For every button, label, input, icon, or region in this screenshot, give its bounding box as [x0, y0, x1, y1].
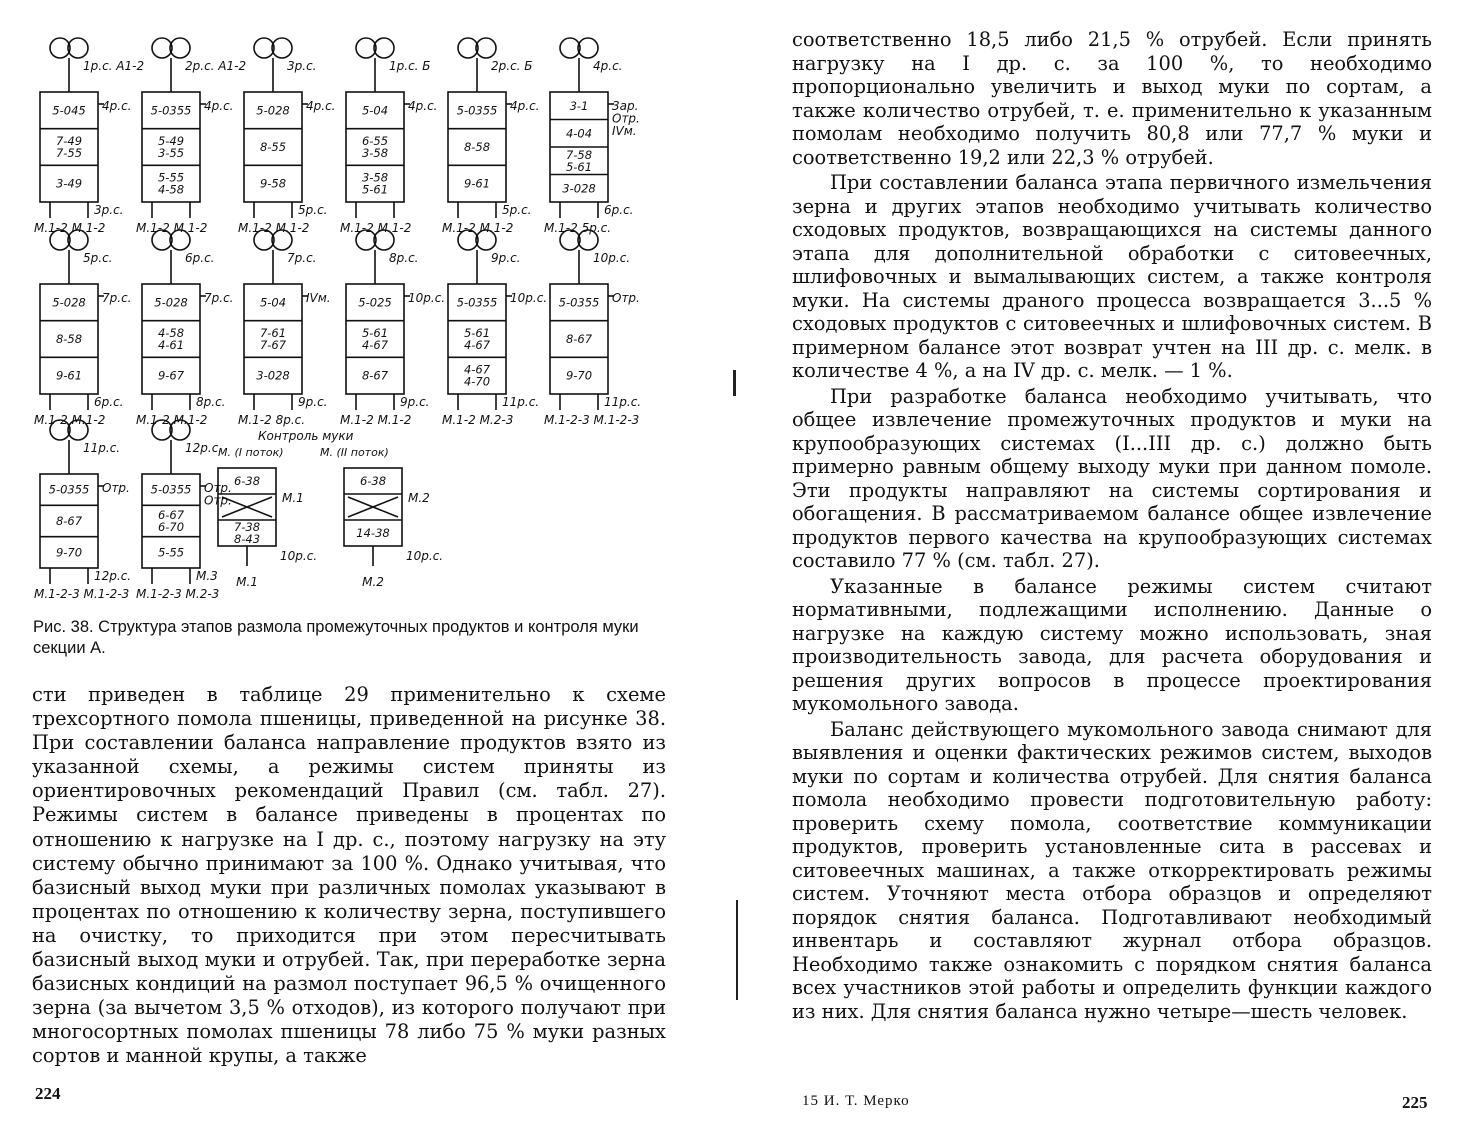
sieve-icon	[152, 38, 172, 58]
flour-output-label: М.1-2 М.2-3	[442, 413, 514, 427]
system-label: 8р.с.	[389, 251, 419, 265]
system-label: 6р.с.	[185, 251, 215, 265]
sieve-icon	[374, 38, 394, 58]
sieve-number: 5-0355	[150, 103, 192, 118]
sieve-number: 8-67	[55, 514, 83, 528]
paragraph: сти приведен в таблице 29 применительно к схеме трехсортного помола пшеницы, приведенной на рисунке 38. При составлении баланса направление продуктов взято из указанной схемы, а режимы систем приняты из ориентировочных рекомендаций Правил (см. табл. 27). Режимы систем в балансе приведены в процентах по отношению к нагрузке на I др. с., поэтому нагрузку на эту систему обычно принимают за 100 %. Однако учитывая, что базисный выход муки при различных помолах указывают в процентах по отношению к количеству зерна, поступившего на очистку, то приходится при этом пересчитывать базисный выход муки и отрубей. Так, при переработке зерна базисных кондиций на размол поступает 96,5 % очищенного зерна (за вычетом 3,5 % отходов), из которого получают при многосортных помолах пшеницы 78 либо 75 % муки разных сортов и манной крупы, а также	[32, 683, 666, 1068]
system-label: 1р.с. А1-2	[83, 59, 145, 73]
sieve-number: 4-61	[157, 338, 185, 353]
control-title: Контроль муки	[258, 429, 354, 443]
sieve-number: 4-70	[463, 374, 491, 389]
sieve-number: 3-58	[361, 170, 389, 185]
sieve-number: 9-70	[55, 545, 83, 560]
side-output-label: IVм.	[306, 291, 331, 305]
sieve-number: 6-55	[361, 134, 389, 148]
sieve-icon	[254, 38, 274, 58]
sieve-number: 8-55	[259, 140, 287, 154]
flour-output-label: М.1-2-3 М.1-2-3	[544, 413, 640, 427]
bottom-output-label: 6р.с.	[604, 203, 634, 217]
sieve-number: 6-38	[233, 474, 261, 488]
side-output-label: 7р.с.	[204, 291, 234, 305]
side-output-label: 10р.с.	[408, 291, 446, 305]
sieve-number: 4-58	[157, 326, 185, 340]
sieve-number: 4-67	[361, 338, 389, 353]
system-label: 12р.с.	[185, 441, 223, 455]
sieve-number: 3-028	[256, 368, 290, 383]
bottom-output-label: 5р.с.	[298, 203, 328, 217]
sieve-number: 7-55	[55, 146, 83, 161]
side-output-label: 4р.с.	[306, 99, 336, 113]
sieve-number: 8-67	[361, 368, 389, 383]
sieve-icon	[476, 38, 496, 58]
sieve-icon	[68, 38, 88, 58]
paragraph: При составлении баланса этапа первичного измельчения зерна и других этапов необходимо учитывать количество сходовых продуктов, возвращающихся на системы данного этапа для дополнительной обработки с ситовеечных, шлифовочных и вымалывающих систем, а также контроля муки. На системы драного процесса возвращается 3...5 % сходовых продуктов с ситовеечных и шлифовочных систем. В примерном балансе этот возврат учтен на III др. с. мелк. в количестве 4 %, а на IV др. с. мелк. — 1 %.	[792, 171, 1432, 382]
sieve-number: 4-67	[463, 338, 491, 353]
bottom-output-label: 6р.с.	[94, 395, 124, 409]
system-label: 2р.с. А1-2	[185, 59, 247, 73]
sieve-number: 5-0355	[150, 482, 192, 497]
bottom-output-label: 3р.с.	[94, 203, 124, 217]
paragraph: соответственно 18,5 либо 21,5 % отрубей. Если принять нагрузку на I др. с. за 100 %, то необходимо пропорционально увеличить и выход муки по сортам, а также количество отрубей, т. е. применительно к указанным помолам необходимо получить 80,8 или 77,7 % муки и соответственно 19,2 или 22,3 % отрубей.	[792, 28, 1432, 169]
sieve-number: 3-58	[361, 146, 389, 161]
sieve-number: 8-58	[55, 332, 83, 346]
sieve-number: 5-045	[52, 103, 86, 118]
sieve-number: 5-61	[463, 326, 491, 340]
sieve-number: 5-028	[256, 103, 290, 118]
system-label: 7р.с.	[287, 251, 317, 265]
flour-output-label: М.1-2 М.1-2	[442, 221, 514, 235]
bottom-output-label: 10р.с.	[280, 549, 318, 563]
bottom-output-label: 10р.с.	[406, 549, 444, 563]
bottom-output-label: 11р.с.	[604, 395, 642, 409]
flour-output-label: М.1-2 М.1-2	[136, 221, 208, 235]
sieve-number: 5-55	[157, 170, 185, 185]
sieve-number: 4-04	[565, 126, 593, 141]
paragraph: Указанные в балансе режимы систем считают нормативными, подлежащими исполнению. Данные о нагрузке на каждую систему можно использовать, зная производительность завода, для расчета оборудования и решения других вопросов в процессе проектирования мукомольного завода.	[792, 574, 1432, 715]
flour-output-label: М.1-2 М.1-2	[238, 221, 310, 235]
bottom-output-label: 9р.с.	[400, 395, 430, 409]
sieve-number: 7-61	[259, 326, 287, 340]
sieve-number: 5-61	[361, 326, 389, 340]
bottom-output-label: 9р.с.	[298, 395, 328, 409]
sieve-icon	[50, 38, 70, 58]
sieve-number: 5-025	[358, 295, 392, 310]
left-body-text	[32, 683, 666, 1069]
flour-output-label: М.1-2 М.1-2	[136, 413, 208, 427]
sieve-number: 8-43	[233, 532, 261, 547]
sieve-number: 5-04	[259, 295, 287, 310]
system-label: 9р.с.	[491, 251, 521, 265]
paragraph: Баланс действующего мукомольного завода снимают для выявления и оценки фактических режимов систем, выходов муки по сортам и количества отрубей. Для снятия баланса помола необходимо провести подготовительную работу: проверить схему помола, соответствие коммуникации продуктов, проверить установленные сита в рассевах и ситовеечных машинах, а также откорректировать режимы систем. Уточняют места отбора образцов и определяют порядок снятия баланса. Подготавливают необходимый инвентарь и составляют журнал отбора образцов. Необходимо также ознакомить с порядком снятия баланса всех участников этой работы и определить функции каждого из них. Для снятия баланса нужно четыре—шесть человек.	[792, 717, 1432, 1023]
sieve-number: 9-61	[55, 368, 83, 383]
side-output-label: Отр.	[204, 481, 232, 495]
sieve-number: 9-67	[157, 368, 185, 383]
system-label: 11р.с.	[83, 441, 121, 455]
flour-output-label: М.1-2 М.1-2	[340, 413, 412, 427]
signature: 15 И. Т. Мерко	[802, 1093, 910, 1109]
right-page	[730, 0, 1460, 1130]
system-label: 1р.с. Б	[389, 59, 431, 73]
system-label: 10р.с.	[593, 251, 631, 265]
sieve-icon	[458, 38, 478, 58]
right-body-text	[792, 28, 1432, 1025]
sieve-number: 4-67	[463, 362, 491, 377]
sieve-number: 5-0355	[456, 103, 498, 118]
side-output-label: М.1	[282, 491, 304, 505]
control-label: М. (I поток)	[218, 446, 284, 459]
flour-output-label: М.1-2 5р.с.	[544, 221, 612, 235]
sieve-number: 5-0355	[558, 295, 600, 310]
sieve-number: 5-61	[361, 182, 389, 197]
sieve-number: 6-70	[157, 520, 185, 535]
sieve-number: 8-67	[565, 332, 593, 346]
sieve-number: 3-55	[157, 146, 185, 161]
flour-output-label: М.1-2 М.1-2	[34, 221, 106, 235]
sieve-number: 7-58	[565, 147, 593, 162]
side-output-label: 10р.с.	[510, 291, 548, 305]
sieve-number: 7-38	[233, 520, 261, 534]
figure-caption: Рис. 38. Структура этапов размола промежуточных продуктов и контроля муки секции А.	[33, 618, 639, 657]
side-output-label: М.2	[408, 491, 430, 505]
sieve-number: 5-49	[157, 134, 185, 148]
side-output-label: Отр.	[612, 111, 640, 126]
side-output-label: 4р.с.	[510, 99, 540, 113]
sieve-icon	[578, 38, 598, 58]
sieve-number: 9-61	[463, 176, 491, 191]
flour-output-label: М.2	[362, 575, 384, 589]
side-output-label: 7р.с.	[102, 291, 132, 305]
flour-output-label: М.1-2 8р.с.	[238, 413, 306, 427]
flour-output-label: М.1	[236, 575, 258, 589]
sieve-number: 9-58	[259, 176, 287, 191]
bottom-output-label: 11р.с.	[502, 395, 540, 409]
sieve-number: 8-58	[463, 140, 491, 154]
side-output-label: 4р.с.	[102, 99, 132, 113]
flour-output-label: М.1-2 М.1-2	[34, 413, 106, 427]
bottom-output-label: 12р.с.	[94, 569, 132, 583]
sieve-number: 5-61	[565, 159, 593, 174]
bottom-output-label: 8р.с.	[196, 395, 226, 409]
side-output-label: Отр.	[612, 291, 640, 305]
sieve-icon	[560, 38, 580, 58]
sieve-number: 5-028	[154, 295, 188, 310]
sieve-icon	[272, 38, 292, 58]
sieve-number: 3-028	[562, 181, 596, 196]
flour-output-label: М.1-2-3 М.2-3	[136, 587, 220, 601]
sieve-number: 4-58	[157, 182, 185, 197]
side-output-label: Отр.	[204, 493, 232, 508]
flour-output-label: М.1-2-3 М.1-2-3	[34, 587, 130, 601]
sieve-number: 5-04	[361, 103, 389, 118]
sieve-icon	[356, 38, 376, 58]
flow-diagram	[28, 22, 668, 602]
side-output-label: IVм.	[612, 124, 637, 139]
paragraph: При разработке баланса необходимо учитывать, что общее извлечение промежуточных продуктов и муки на крупообразующих системах (I...III др. с.) должно быть примерно равным общему выходу муки при данном помоле. Эти продукты направляют на системы сортирования и обогащения. В рассматриваемом балансе общее извлечение продуктов первого качества на крупообразующих системах составило 77 % (см. табл. 27).	[792, 384, 1432, 572]
sieve-number: 3-1	[569, 98, 589, 113]
sieve-icon	[170, 38, 190, 58]
sieve-number: 5-0355	[456, 295, 498, 310]
sieve-number: 5-55	[157, 545, 185, 560]
system-label: 5р.с.	[83, 251, 113, 265]
sieve-number: 7-49	[55, 134, 83, 148]
sieve-number: 6-38	[359, 474, 387, 488]
sieve-number: 14-38	[356, 526, 390, 540]
flour-output-label: М.1-2 М.1-2	[340, 221, 412, 235]
sieve-number: 9-70	[565, 368, 593, 383]
sieve-number: 6-67	[157, 508, 185, 522]
sieve-number: 7-67	[259, 338, 287, 353]
side-output-label: 3ар.	[612, 99, 639, 113]
side-output-label: 4р.с.	[408, 99, 438, 113]
control-label: М. (II поток)	[320, 446, 389, 459]
side-output-label: Отр.	[102, 481, 130, 495]
system-label: 3р.с.	[287, 59, 317, 73]
page-number-right: 225	[1402, 1093, 1428, 1112]
system-label: 2р.с. Б	[491, 59, 533, 73]
sieve-number: 5-0355	[48, 482, 90, 497]
bottom-output-label: 5р.с.	[502, 203, 532, 217]
page-number-left: 224	[35, 1084, 61, 1103]
side-output-label: 4р.с.	[204, 99, 234, 113]
bottom-output-label: М.3	[196, 569, 218, 583]
system-label: 4р.с.	[593, 59, 623, 73]
sieve-number: 3-49	[55, 176, 83, 191]
sieve-number: 5-028	[52, 295, 86, 310]
